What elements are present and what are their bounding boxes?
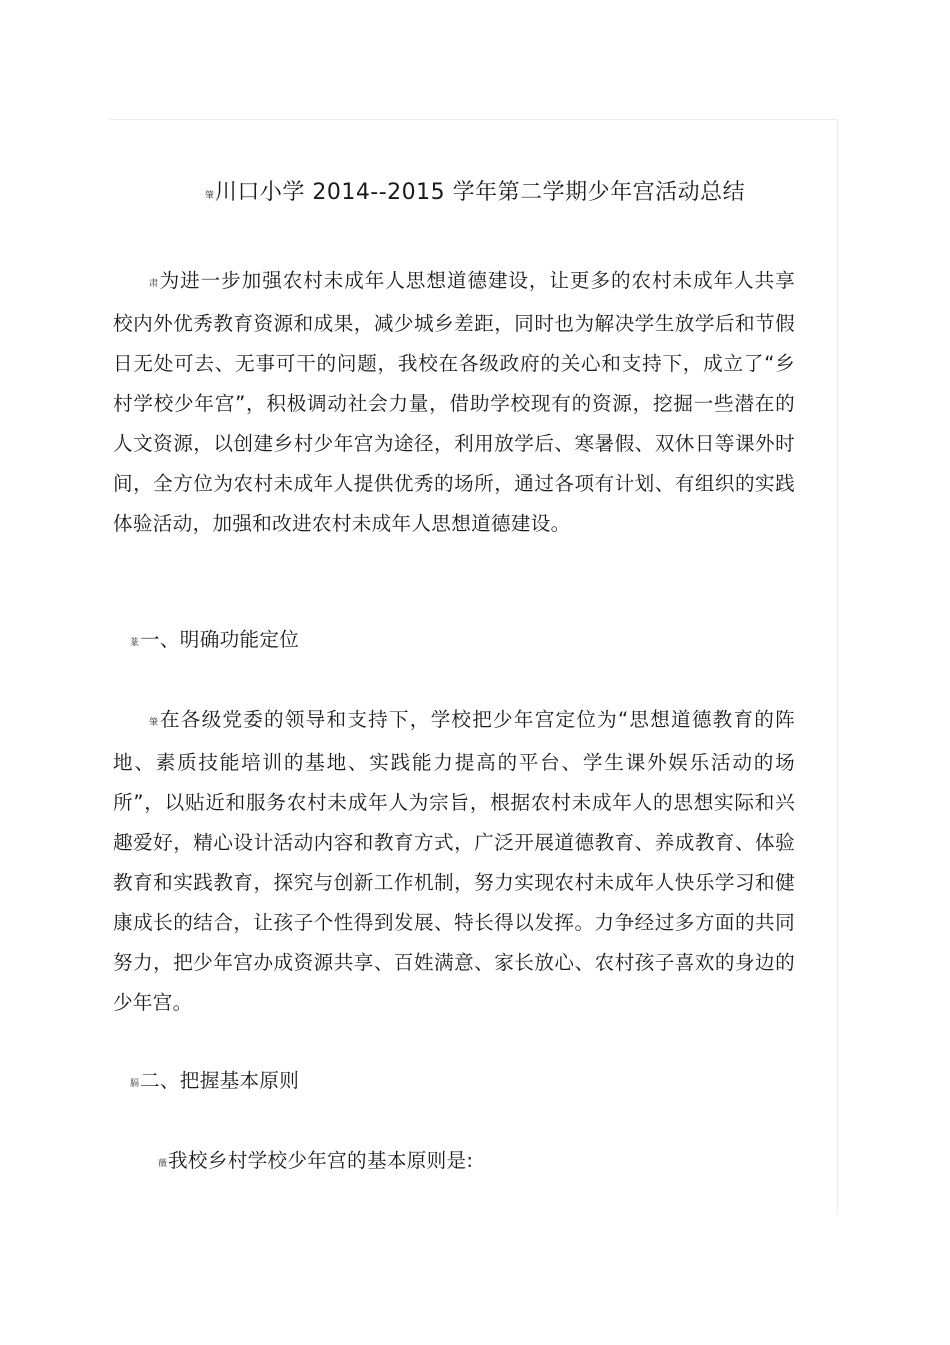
paragraph-mark: 肇: [149, 718, 159, 728]
title-text: 川口小学 2014--2015 学年第二学期少年宫活动总结: [214, 180, 746, 205]
paragraph-function: [113, 700, 795, 1023]
paragraph-mark: 肃: [149, 279, 159, 289]
paragraph-text: 为进一步加强农村未成年人思想道德建设，让更多的农村未成年人共享校内外优秀教育资源和成果，减少城乡差距，同时也为解决学生放学后和节假日无处可去、无事可干的问题，我校在各级政府的关心和支持下，成立了“乡村学校少年宫”，积极调动社会力量，借助学校现有的资源，挖掘一些潜在的人文资源，以创建乡村少年宫为途径，利用放学后、寒暑假、双休日等课外时间，全方位为农村未成年人提供优秀的场所，通过各项有计划、有组织的实践体验活动，加强和改进农村未成年人思想道德建设。: [113, 269, 795, 535]
heading-text: 二、把握基本原则: [140, 1069, 300, 1092]
paragraph-text: 在各级党委的领导和支持下，学校把少年宫定位为“思想道德教育的阵地、素质技能培训的基地、实践能力提高的平台、学生课外娱乐活动的场所”，以贴近和服务农村未成年人为宗旨，根据农村未成年人的思想实际和兴趣爱好，精心设计活动内容和教育方式，广泛开展道德教育、养成教育、体验教育和实践教育，探究与创新工作机制，努力实现农村未成年人快乐学习和健康成长的结合，让孩子个性得到发展、特长得以发挥。力争经过多方面的共同努力，把少年宫办成资源共享、百姓满意、家长放心、农村孩子喜欢的身边的少年宫。: [113, 708, 795, 1014]
paragraph-principles-intro: [158, 1141, 840, 1184]
section-heading-1: [130, 620, 299, 663]
heading-mark: 蒃: [130, 638, 140, 648]
paragraph-mark: 薇: [158, 1159, 168, 1169]
heading-text: 一、明确功能定位: [140, 628, 300, 651]
paragraph-intro: [113, 261, 795, 544]
paragraph-text: 我校乡村学校少年宫的基本原则是:: [168, 1149, 474, 1172]
page-border-top: [110, 119, 838, 120]
page-border-right: [837, 119, 838, 1214]
document-title: [0, 176, 950, 213]
heading-mark: 膈: [130, 1079, 140, 1089]
section-heading-2: [130, 1061, 299, 1104]
title-mark: 肇: [204, 191, 214, 201]
